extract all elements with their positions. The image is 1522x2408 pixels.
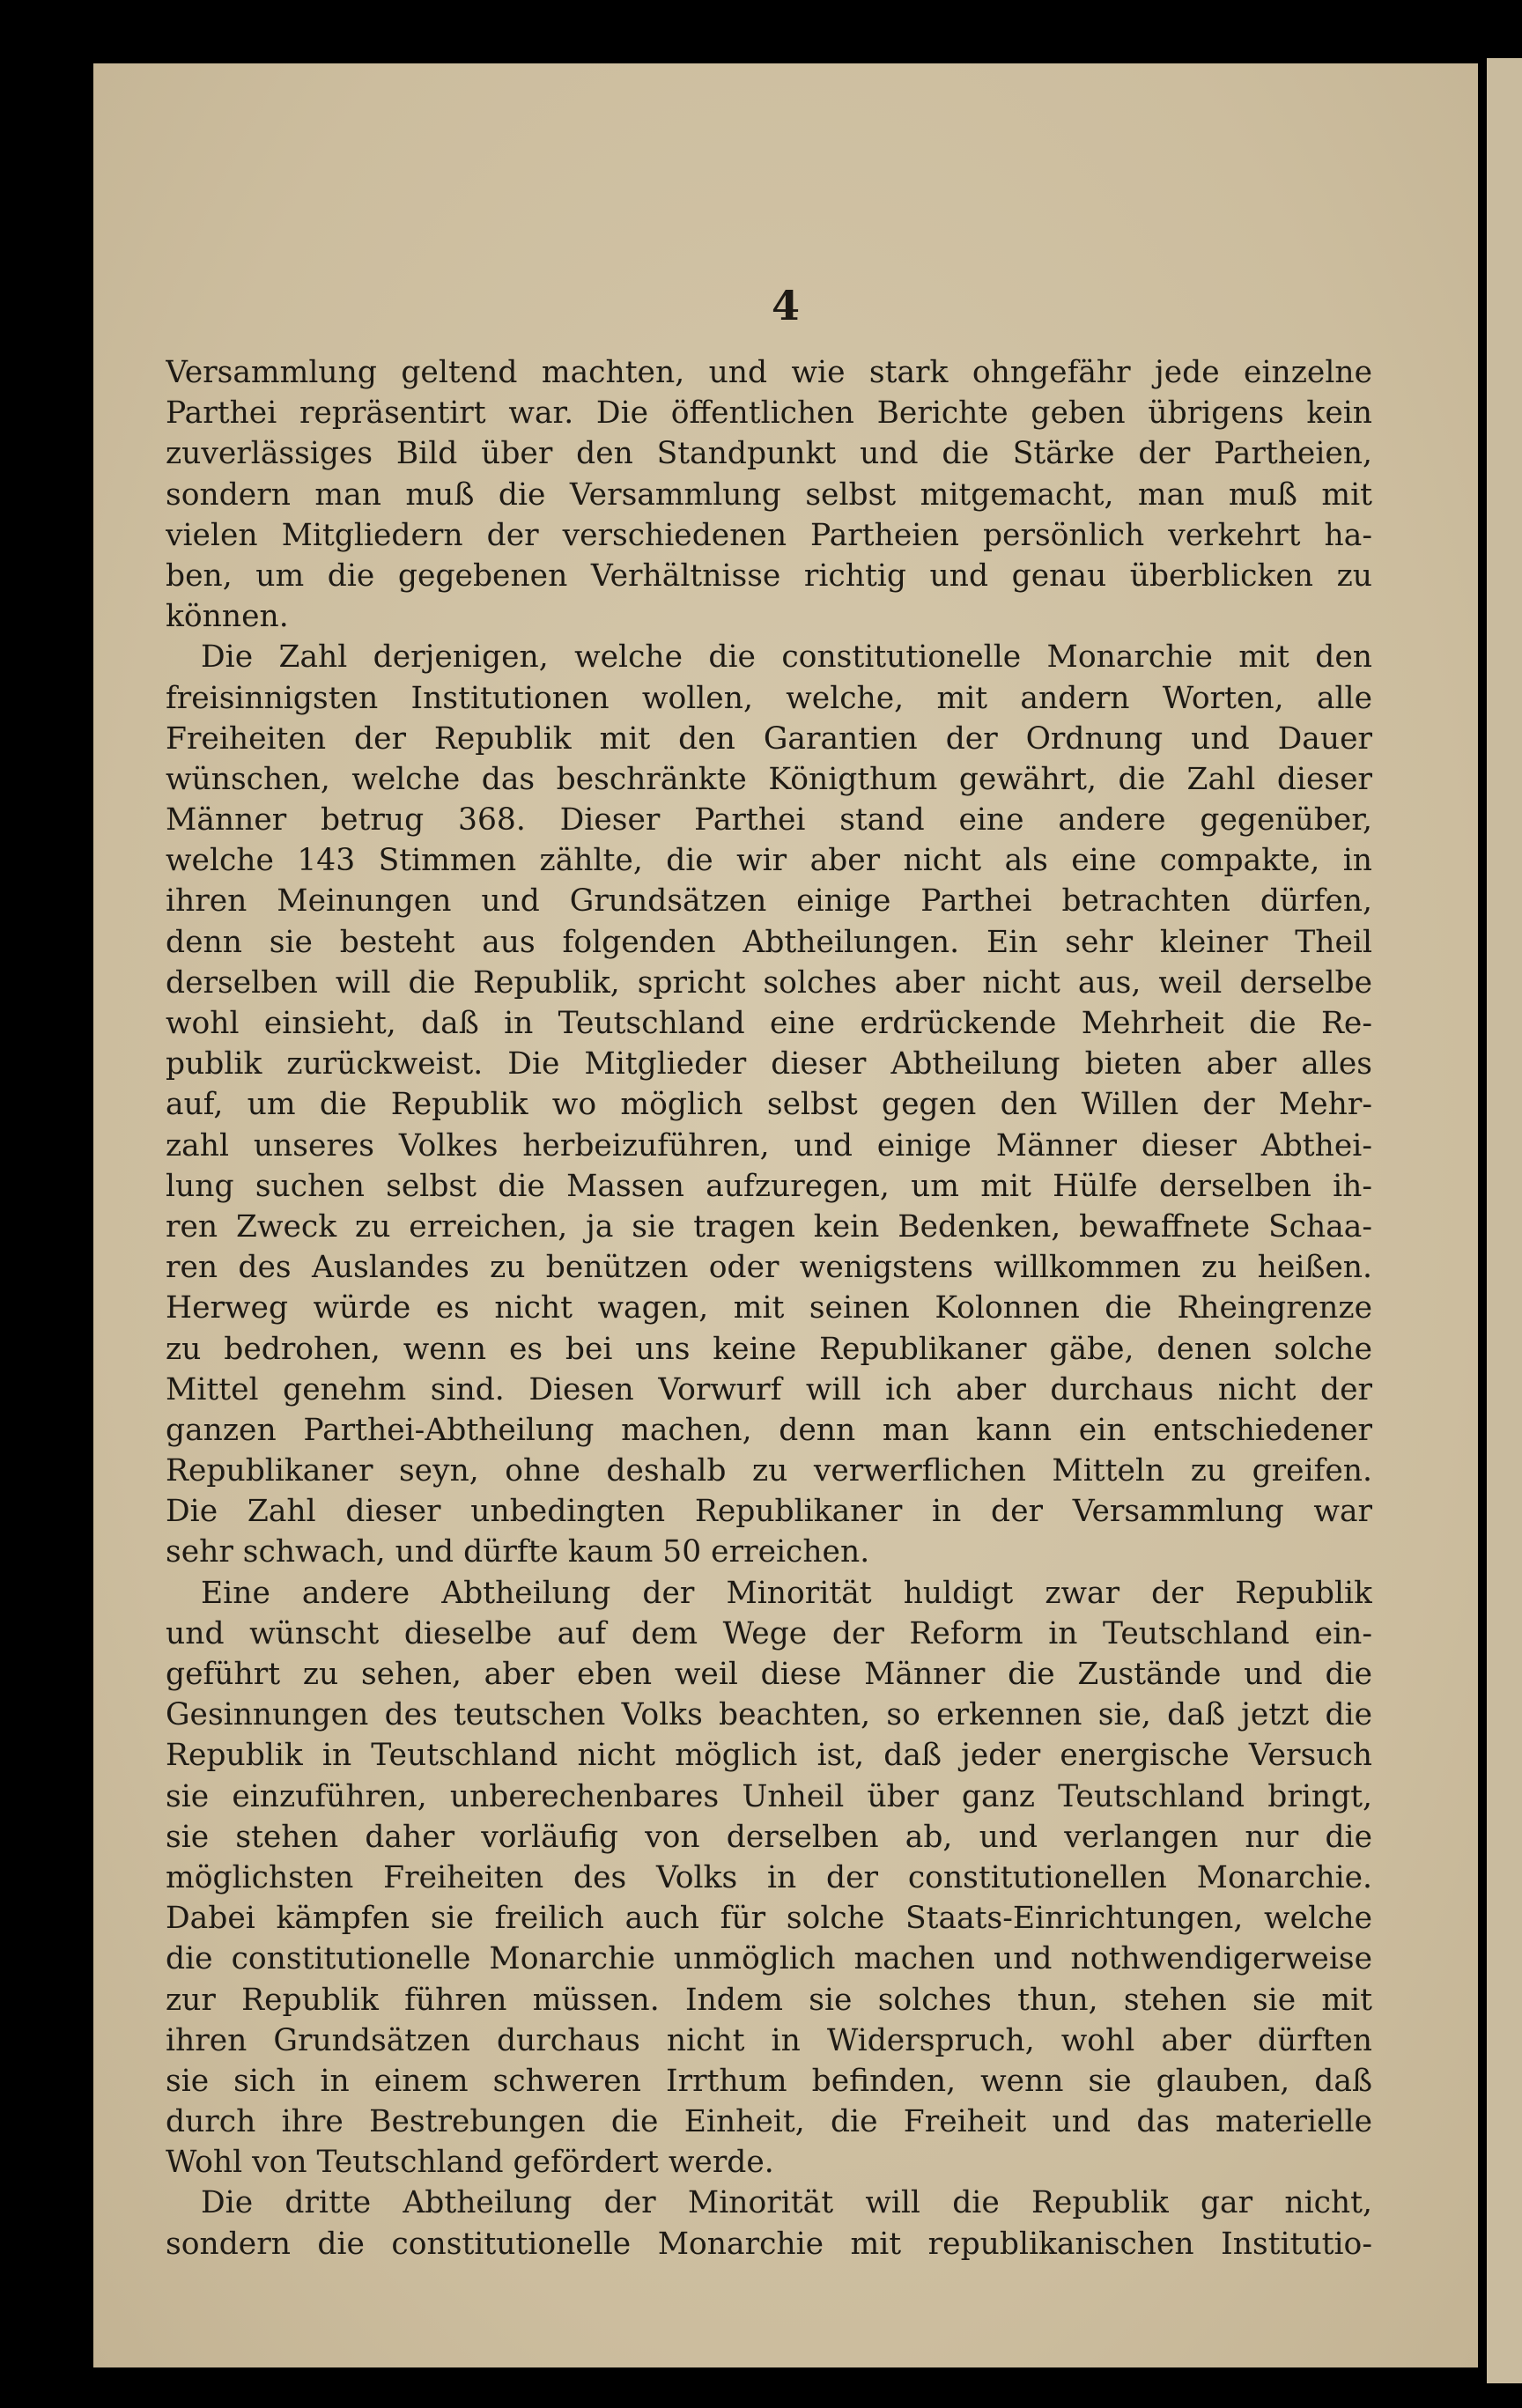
text-line: auf, um die Republik wo möglich selbst gegen den Willen der Mehr-	[166, 1087, 1372, 1123]
text-line: publik zurückweist. Die Mitglieder dieser Abtheilung bieten aber alles	[166, 1046, 1372, 1082]
text-line: Eine andere Abtheilung der Minorität huldigt zwar der Republik	[201, 1575, 1372, 1611]
text-line: zur Republik führen müssen. Indem sie solches thun, stehen sie mit	[166, 1982, 1372, 2018]
text-line: durch ihre Bestrebungen die Einheit, die Freiheit und das materielle	[166, 2104, 1372, 2140]
text-line: Herweg würde es nicht wagen, mit seinen Kolonnen die Rheingrenze	[166, 1290, 1372, 1326]
adjacent-page-edge	[1487, 58, 1522, 2383]
text-line: ren des Auslandes zu benützen oder wenigstens willkommen zu heißen.	[166, 1250, 1372, 1286]
text-line: wohl einsieht, daß in Teutschland eine erdrückende Mehrheit die Re-	[166, 1006, 1372, 1041]
text-line: ihren Grundsätzen durchaus nicht in Widerspruch, wohl aber dürften	[166, 2022, 1372, 2058]
body-text	[166, 352, 1372, 2264]
text-line: Mittel genehm sind. Diesen Vorwurf will ich aber durchaus nicht der	[166, 1371, 1372, 1407]
text-line: ganzen Parthei-Abtheilung machen, denn man kann ein entschiedener	[166, 1412, 1372, 1448]
text-line: zuverlässiges Bild über den Standpunkt und die Stärke der Partheien,	[166, 436, 1372, 472]
text-line: Dabei kämpfen sie freilich auch für solche Staats-Einrichtungen, welche	[166, 1901, 1372, 1937]
text-line: Parthei repräsentirt war. Die öffentlichen Berichte geben übrigens kein	[166, 395, 1372, 432]
text-line: möglichsten Freiheiten des Volks in der constitutionellen Monarchie.	[166, 1859, 1372, 1895]
text-line: Republikaner seyn, ohne deshalb zu verwerflichen Mitteln zu greifen.	[166, 1453, 1372, 1489]
text-line: denn sie besteht aus folgenden Abtheilungen. Ein sehr kleiner Theil	[166, 924, 1372, 960]
text-line: Die dritte Abtheilung der Minorität will die Republik gar nicht,	[201, 2185, 1372, 2221]
text-line: Republik in Teutschland nicht möglich ist, daß jeder energische Versuch	[166, 1738, 1372, 1774]
text-line: wünschen, welche das beschränkte Königthum gewährt, die Zahl dieser	[166, 761, 1372, 797]
text-line: zu bedrohen, wenn es bei uns keine Republikaner gäbe, denen solche	[166, 1331, 1372, 1367]
text-line: und wünscht dieselbe auf dem Wege der Reform in Teutschland ein-	[166, 1615, 1372, 1651]
text-line: die constitutionelle Monarchie unmöglich machen und nothwendigerweise	[166, 1941, 1372, 1977]
text-line: Die Zahl derjenigen, welche die constitutionelle Monarchie mit den	[201, 639, 1372, 676]
text-line: Wohl von Teutschland gefördert werde.	[166, 2145, 774, 2181]
text-line: sehr schwach, und dürfte kaum 50 erreichen.	[166, 1534, 870, 1570]
text-line: ren Zweck zu erreichen, ja sie tragen kein Bedenken, bewaffnete Schaa-	[166, 1208, 1372, 1245]
text-line: Männer betrug 368. Dieser Parthei stand eine andere gegenüber,	[166, 802, 1372, 838]
text-line: Die Zahl dieser unbedingten Republikaner in der Versammlung war	[166, 1494, 1372, 1530]
text-line: können.	[166, 599, 289, 635]
text-line: sie einzuführen, unberechenbares Unheil über ganz Teutschland bringt,	[166, 1778, 1372, 1814]
text-line: welche 143 Stimmen zählte, die wir aber nicht als eine compakte, in	[166, 843, 1372, 879]
page-number: 4	[771, 282, 800, 329]
text-line: sie sich in einem schweren Irrthum befinden, wenn sie glauben, daß	[166, 2063, 1372, 2099]
text-line: vielen Mitgliedern der verschiedenen Partheien persönlich verkehrt ha-	[166, 517, 1372, 553]
text-line: sondern man muß die Versammlung selbst mitgemacht, man muß mit	[166, 476, 1372, 513]
text-line: geführt zu sehen, aber eben weil diese Männer die Zustände und die	[166, 1657, 1372, 1692]
text-line: zahl unseres Volkes herbeizuführen, und einige Männer dieser Abthei-	[166, 1127, 1372, 1163]
text-line: derselben will die Republik, spricht solches aber nicht aus, weil derselbe	[166, 964, 1372, 1001]
text-line: freisinnigsten Institutionen wollen, welche, mit andern Worten, alle	[166, 680, 1372, 716]
text-line: Versammlung geltend machten, und wie stark ohngefähr jede einzelne	[166, 355, 1372, 390]
text-line: sondern die constitutionelle Monarchie mit republikanischen Institutio-	[166, 2226, 1372, 2262]
text-line: ihren Meinungen und Grundsätzen einige Parthei betrachten dürfen,	[166, 883, 1372, 920]
text-line: Freiheiten der Republik mit den Garantien der Ordnung und Dauer	[166, 720, 1372, 757]
text-line: ben, um die gegebenen Verhältnisse richtig und genau überblicken zu	[166, 558, 1372, 594]
text-line: Gesinnungen des teutschen Volks beachten, so erkennen sie, daß jetzt die	[166, 1697, 1372, 1733]
text-line: sie stehen daher vorläufig von derselben ab, und verlangen nur die	[166, 1819, 1372, 1855]
text-line: lung suchen selbst die Massen aufzuregen, um mit Hülfe derselben ih-	[166, 1168, 1372, 1204]
